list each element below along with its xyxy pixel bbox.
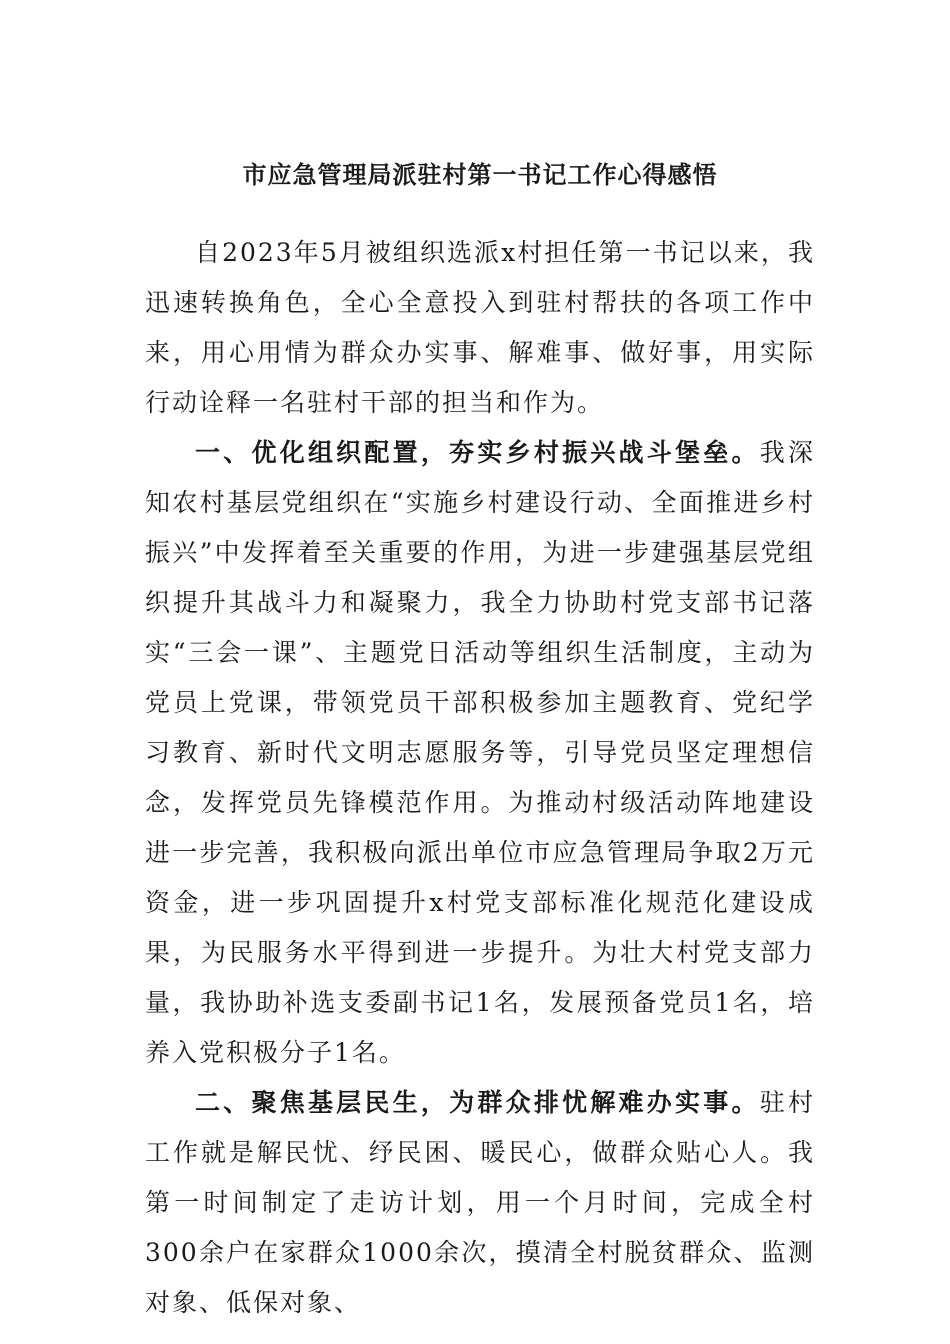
- section-heading: 二、聚焦基层民生，为群众排忧解难办实事。: [195, 1088, 760, 1117]
- paragraph-text: 我深知农村基层党组织在“实施乡村建设行动、全面推进乡村振兴”中发挥着至关重要的作用，为进一步建强基层党组织提升其战斗力和凝聚力，我全力协助村党支部书记落实“三会一课”、主题党日活动等组织生活制度，主动为党员上党课，带领党员干部积极参加主题教育、党纪学习教育、新时代文明志愿服务等，引导党员坚定理想信念，发挥党员先锋模范作用。为推动村级活动阵地建设进一步完善，我积极向派出单位市应急管理局争取2万元资金，进一步巩固提升x村党支部标准化规范化建设成果，为民服务水平得到进一步提升。为壮大村党支部力量，我协助补选支委副书记1名，发展预备党员1名，培养入党积极分子1名。: [145, 438, 815, 1067]
- paragraph-text: 自2023年5月被组织选派x村担任第一书记以来，我迅速转换角色，全心全意投入到驻村帮扶的各项工作中来，用心用情为群众办实事、解难事、做好事，用实际行动诠释一名驻村干部的担当和作为。: [145, 238, 815, 417]
- document-title: 市应急管理局派驻村第一书记工作心得感悟: [242, 160, 718, 189]
- document-page: [145, 150, 815, 1328]
- paragraph-text: 驻村工作就是解民忧、纾民困、暖民心，做群众贴心人。我第一时间制定了走访计划，用一个月时间，完成全村300余户在家群众1000余次，摸清全村脱贫群众、监测对象、低保对象、: [145, 1088, 815, 1317]
- paragraph-section-2: [145, 1078, 815, 1328]
- paragraph-section-1: [145, 428, 815, 1078]
- paragraph-intro: [145, 228, 815, 428]
- section-heading: 一、优化组织配置，夯实乡村振兴战斗堡垒。: [195, 438, 760, 467]
